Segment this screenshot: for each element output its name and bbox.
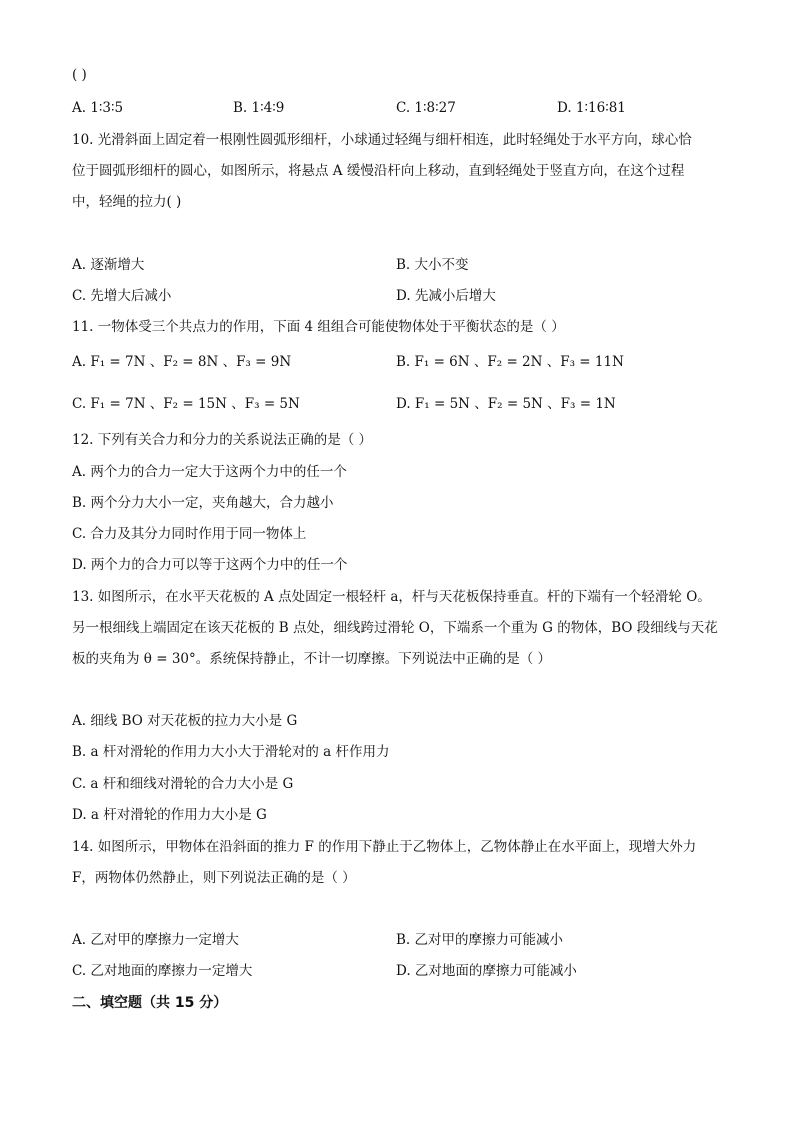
q10-option-c: C. 先增大后减小	[72, 288, 172, 304]
q14-option-d: D. 乙对地面的摩擦力可能减小	[396, 963, 577, 979]
q9-option-a: A. 1∶3∶5	[72, 100, 124, 116]
q9-option-b: B. 1∶4∶9	[233, 100, 285, 116]
q13-option-a: A. 细线 BO 对天花板的拉力大小是 G	[72, 713, 298, 729]
q14-option-a: A. 乙对甲的摩擦力一定增大	[72, 932, 239, 948]
q13-stem-line1: 13. 如图所示，在水平天花板的 A 点处固定一根轻杆 a，杆与天花板保持垂直。杆的下端有一个轻滑轮 O。	[72, 589, 711, 605]
q13-option-b: B. a 杆对滑轮的作用力大小大于滑轮对的 a 杆作用力	[72, 744, 390, 760]
q13-stem-line3: 板的夹角为 θ = 30°。系统保持静止，不计一切摩擦。下列说法中正确的是（ ）	[72, 651, 552, 667]
q10-stem-line2: 位于圆弧形细杆的圆心，如图所示，将悬点 A 缓慢沿杆向上移动，直到轻绳处于竖直方向，在这个过程	[72, 163, 685, 179]
q14-stem-line1: 14. 如图所示，甲物体在沿斜面的推力 F 的作用下静止于乙物体上，乙物体静止在水平面上，现增大外力	[72, 839, 697, 855]
q14-stem-line2: F，两物体仍然静止，则下列说法正确的是（ ）	[72, 870, 356, 886]
q10-stem-line1: 10. 光滑斜面上固定着一根刚性圆弧形细杆，小球通过轻绳与细杆相连，此时轻绳处于水平方向，球心恰	[72, 132, 692, 148]
q12-option-d: D. 两个力的合力可以等于这两个力中的任一个	[72, 557, 348, 573]
q14-option-b: B. 乙对甲的摩擦力可能减小	[396, 932, 564, 948]
q10-option-d: D. 先减小后增大	[396, 288, 496, 304]
q9-bracket: ( )	[72, 67, 87, 83]
q11-option-b: B. F₁ = 6N 、F₂ = 2N 、F₃ = 11N	[396, 354, 624, 370]
q12-option-c: C. 合力及其分力同时作用于同一物体上	[72, 526, 307, 542]
q14-option-c: C. 乙对地面的摩擦力一定增大	[72, 963, 253, 979]
q11-option-d: D. F₁ = 5N 、F₂ = 5N 、F₃ = 1N	[396, 396, 616, 412]
q11-stem: 11. 一物体受三个共点力的作用，下面 4 组组合可能使物体处于平衡状态的是（ ）	[72, 319, 565, 335]
q13-option-d: D. a 杆对滑轮的作用力大小是 G	[72, 807, 267, 823]
q10-option-b: B. 大小不变	[396, 257, 469, 273]
q12-option-b: B. 两个分力大小一定，夹角越大，合力越小	[72, 495, 334, 511]
q9-option-d: D. 1∶16∶81	[557, 100, 626, 116]
q9-option-c: C. 1∶8∶27	[396, 100, 456, 116]
q11-option-c: C. F₁ = 7N 、F₂ = 15N 、F₃ = 5N	[72, 396, 300, 412]
q13-option-c: C. a 杆和细线对滑轮的合力大小是 G	[72, 776, 294, 792]
q10-option-a: A. 逐渐增大	[72, 257, 145, 273]
section-heading-fill-in: 二、填空题（共 15 分）	[72, 995, 228, 1011]
q13-stem-line2: 另一根细线上端固定在该天花板的 B 点处，细线跨过滑轮 O，下端系一个重为 G 的物体，BO 段细线与天花	[72, 620, 718, 636]
q12-option-a: A. 两个力的合力一定大于这两个力中的任一个	[72, 464, 347, 480]
q12-stem: 12. 下列有关合力和分力的关系说法正确的是（ ）	[72, 432, 373, 448]
q10-stem-line3: 中，轻绳的拉力( )	[72, 194, 182, 210]
q11-option-a: A. F₁ = 7N 、F₂ = 8N 、F₃ = 9N	[72, 354, 292, 370]
